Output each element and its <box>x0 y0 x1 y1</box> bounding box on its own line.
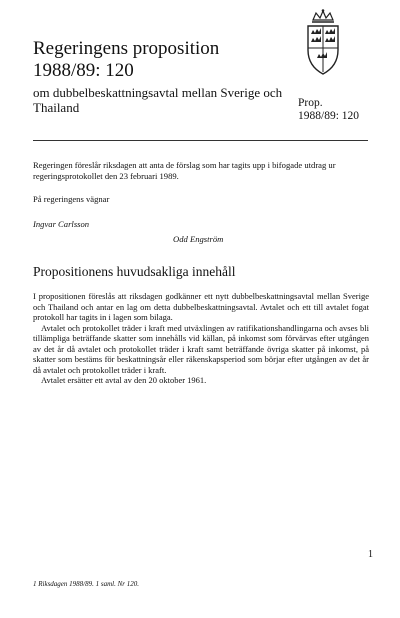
prop-reference <box>298 97 359 123</box>
body-paragraph: I propositionen föreslås att riksdagen godkänner ett nytt dubbelbeskattningsavtal mellan Sverige och Thailand och antar en lag om detta dubbelbeskattningsavtal. Avtalet och ett till avtalet fogat protokoll har tagits in i lagen som bilaga. <box>33 291 369 322</box>
document-subtitle: om dubbelbeskattningsavtal mellan Sverige och Thailand <box>33 85 283 115</box>
prop-number: 1988/89: 120 <box>298 110 360 122</box>
swedish-crest-icon <box>300 8 346 80</box>
section-heading: Propositionens huvudsakliga innehåll <box>33 264 236 279</box>
signatory-1: Ingvar Carlsson <box>33 219 90 229</box>
document-number: 1988/89: 120 <box>33 60 134 81</box>
body-paragraph: Avtalet och protokollet träder i kraft med utväxlingen av ratifikationshandlingarna och avses bli tillämpliga beträffande skatter som innehålls vid källan, på inkomst som förvärvas efter utgången av det år då avtalet och protokollet träder i kraft samt beträffande övriga skatter på inkomst, på skatter som bestäms för beskattningsår eller räkenskapsperiod som börjar efter utgången av det år då avtalet och protokollet träder i kraft. <box>33 322 369 375</box>
document-title: Regeringens proposition <box>33 38 220 59</box>
page-number: 1 <box>368 549 373 560</box>
footnote: 1 Riksdagen 1988/89. 1 saml. Nr 120. <box>33 580 139 588</box>
header-divider <box>33 140 368 141</box>
body-paragraph: Avtalet ersätter ett avtal av den 20 oktober 1961. <box>41 375 207 385</box>
prop-label: Prop. <box>298 97 323 109</box>
signatory-2: Odd Engström <box>173 234 224 244</box>
section-body <box>33 291 369 386</box>
on-behalf-text: På regeringens vägnar <box>33 194 110 204</box>
intro-text: Regeringen föreslår riksdagen att anta de förslag som har tagits upp i bifogade utdrag ur regeringsprotokollet den 23 februari 1989. <box>33 160 336 181</box>
